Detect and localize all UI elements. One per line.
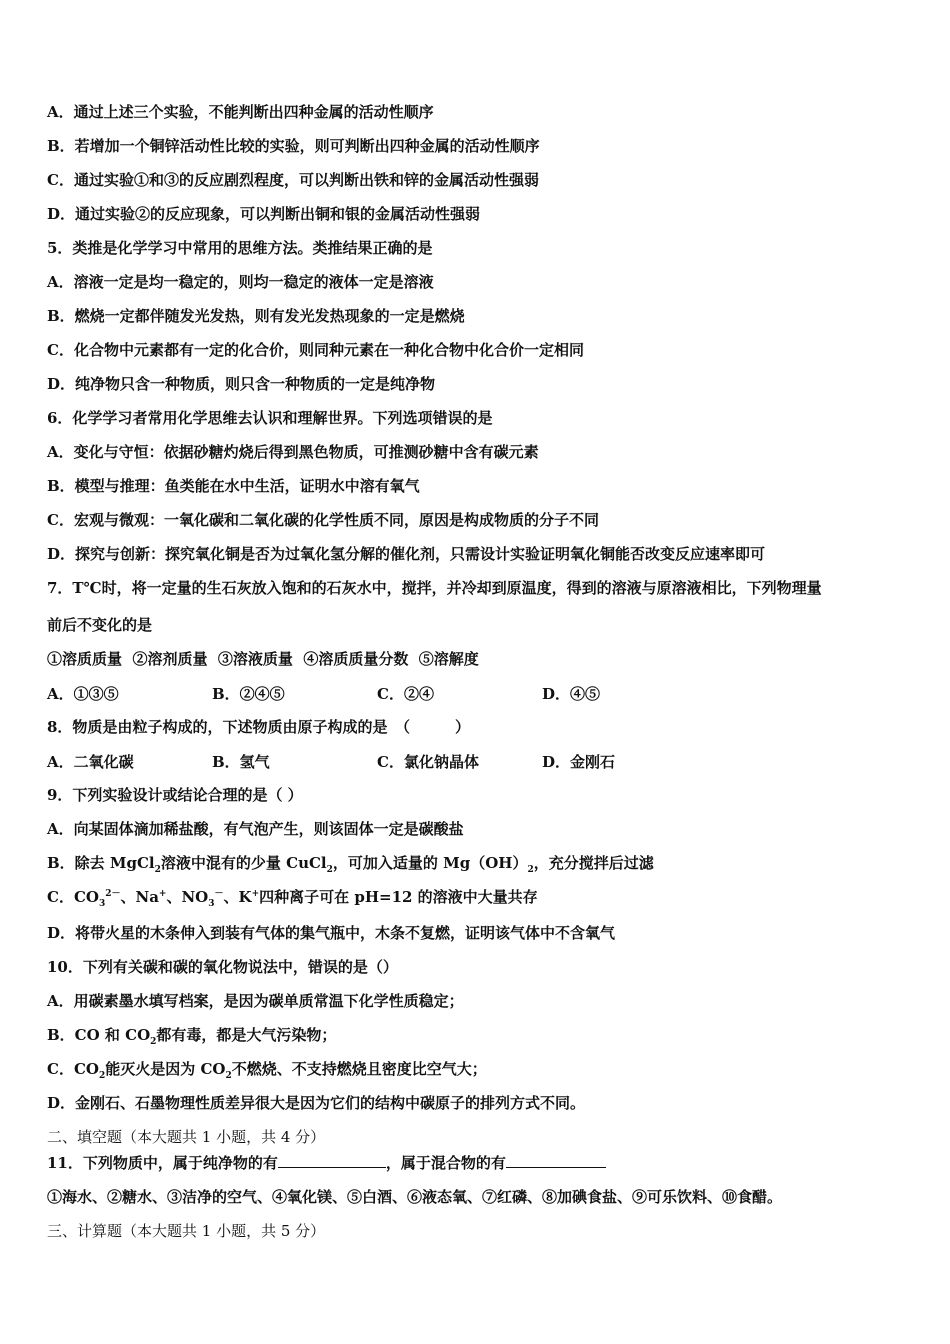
section-fill-in-heading: 二、填空题（本大题共 1 小题，共 4 分）: [47, 1128, 326, 1146]
q10-option-c: C．$CO_2$能灭火是因为 $CO_2$不燃烧、不支持燃烧且密度比空气大；: [47, 1060, 487, 1081]
q9-option-a: A．向某固体滴加稀盐酸，有气泡产生，则该固体一定是碳酸盐: [47, 820, 464, 838]
q7-items: ①溶质质量 ②溶剂质量 ③溶液质量 ④溶质质量分数 ⑤溶解度: [47, 650, 479, 668]
q4-option-b: B．若增加一个铜锌活动性比较的实验，则可判断出四种金属的活动性顺序: [47, 137, 540, 155]
q8-stem: 8．物质是由粒子构成的，下述物质由原子构成的是 （ ）: [47, 718, 470, 736]
q6-option-a: A．变化与守恒：依据砂糖灼烧后得到黑色物质，可推测砂糖中含有碳元素: [47, 443, 539, 461]
q9-option-b: B．除去 MgCl$_2$溶液中混有的少量 CuCl$_2$，可加入适量的 $Mg(OH)_2$，充分搅拌后过滤: [47, 854, 654, 875]
q11-blank-mixture[interactable]: [506, 1153, 606, 1168]
q10-option-b: B．CO 和 $CO_2$都有毒，都是大气污染物；: [47, 1026, 337, 1047]
q4-option-c: C．通过实验①和③的反应剧烈程度，可以判断出铁和锌的金属活动性强弱: [47, 171, 539, 189]
q5-option-b: B．燃烧一定都伴随发光发热，则有发光发热现象的一定是燃烧: [47, 307, 465, 325]
q9-option-d: D．将带火星的木条伸入到装有气体的集气瓶中，木条不复燃，证明该气体中不含氧气: [47, 924, 616, 942]
q8-option-c: C．氯化钠晶体: [377, 753, 479, 771]
q11-stem: 11．下列物质中，属于纯净物的有 ，属于混合物的有: [47, 1153, 606, 1173]
section-calculation-heading: 三、计算题（本大题共 1 小题，共 5 分）: [47, 1222, 326, 1240]
q10-option-d: D．金刚石、石墨物理性质差异很大是因为它们的结构中碳原子的排列方式不同。: [47, 1094, 586, 1112]
q7-option-c: C．②④: [377, 685, 434, 703]
q6-option-b: B．模型与推理：鱼类能在水中生活，证明水中溶有氧气: [47, 477, 420, 495]
q7-option-a: A．①③⑤: [47, 685, 119, 703]
q8-option-b: B．氢气: [212, 753, 270, 771]
q10-option-a: A．用碳素墨水填写档案，是因为碳单质常温下化学性质稳定；: [47, 992, 464, 1010]
q5-stem: 5．类推是化学学习中常用的思维方法。类推结果正确的是: [47, 239, 433, 257]
q5-option-d: D．纯净物只含一种物质，则只含一种物质的一定是纯净物: [47, 375, 436, 393]
q6-stem: 6．化学学习者常用化学思维去认识和理解世界。下列选项错误的是: [47, 409, 493, 427]
q9-option-c: C．$CO_3^{2-}$、Na+、$NO_3^-$、K+四种离子可在 pH=12 的溶液中大量共存: [47, 888, 538, 909]
q8-option-d: D．金刚石: [542, 753, 616, 771]
q11-items: ①海水、②糖水、③洁净的空气、④氧化镁、⑤白酒、⑥液态氧、⑦红磷、⑧加碘食盐、⑨可乐饮料、⑩食醋。: [47, 1188, 783, 1206]
q4-option-d: D．通过实验②的反应现象，可以判断出铜和银的金属活动性强弱: [47, 205, 481, 223]
q5-option-a: A．溶液一定是均一稳定的，则均一稳定的液体一定是溶液: [47, 273, 434, 291]
q7-option-b: B．②④⑤: [212, 685, 285, 703]
q6-option-d: D．探究与创新：探究氧化铜是否为过氧化氢分解的催化剂，只需设计实验证明氧化铜能否改变反应速率即可: [47, 545, 766, 563]
q11-blank-pure[interactable]: [278, 1153, 386, 1168]
q6-option-c: C．宏观与微观：一氧化碳和二氧化碳的化学性质不同，原因是构成物质的分子不同: [47, 511, 599, 529]
q9-stem: 9．下列实验设计或结论合理的是（ ）: [47, 786, 303, 804]
q7-stem-line1: 7．T℃时，将一定量的生石灰放入饱和的石灰水中，搅拌，并冷却到原温度，得到的溶液与原溶液相比，下列物理量: [47, 579, 822, 597]
q10-stem: 10．下列有关碳和碳的氧化物说法中，错误的是（）: [47, 958, 398, 976]
q7-option-d: D．④⑤: [542, 685, 601, 703]
q7-stem-line2: 前后不变化的是: [47, 616, 153, 634]
q8-option-a: A．二氧化碳: [47, 753, 134, 771]
q5-option-c: C．化合物中元素都有一定的化合价，则同种元素在一种化合物中化合价一定相同: [47, 341, 584, 359]
q4-option-a: A．通过上述三个实验，不能判断出四种金属的活动性顺序: [47, 103, 434, 121]
